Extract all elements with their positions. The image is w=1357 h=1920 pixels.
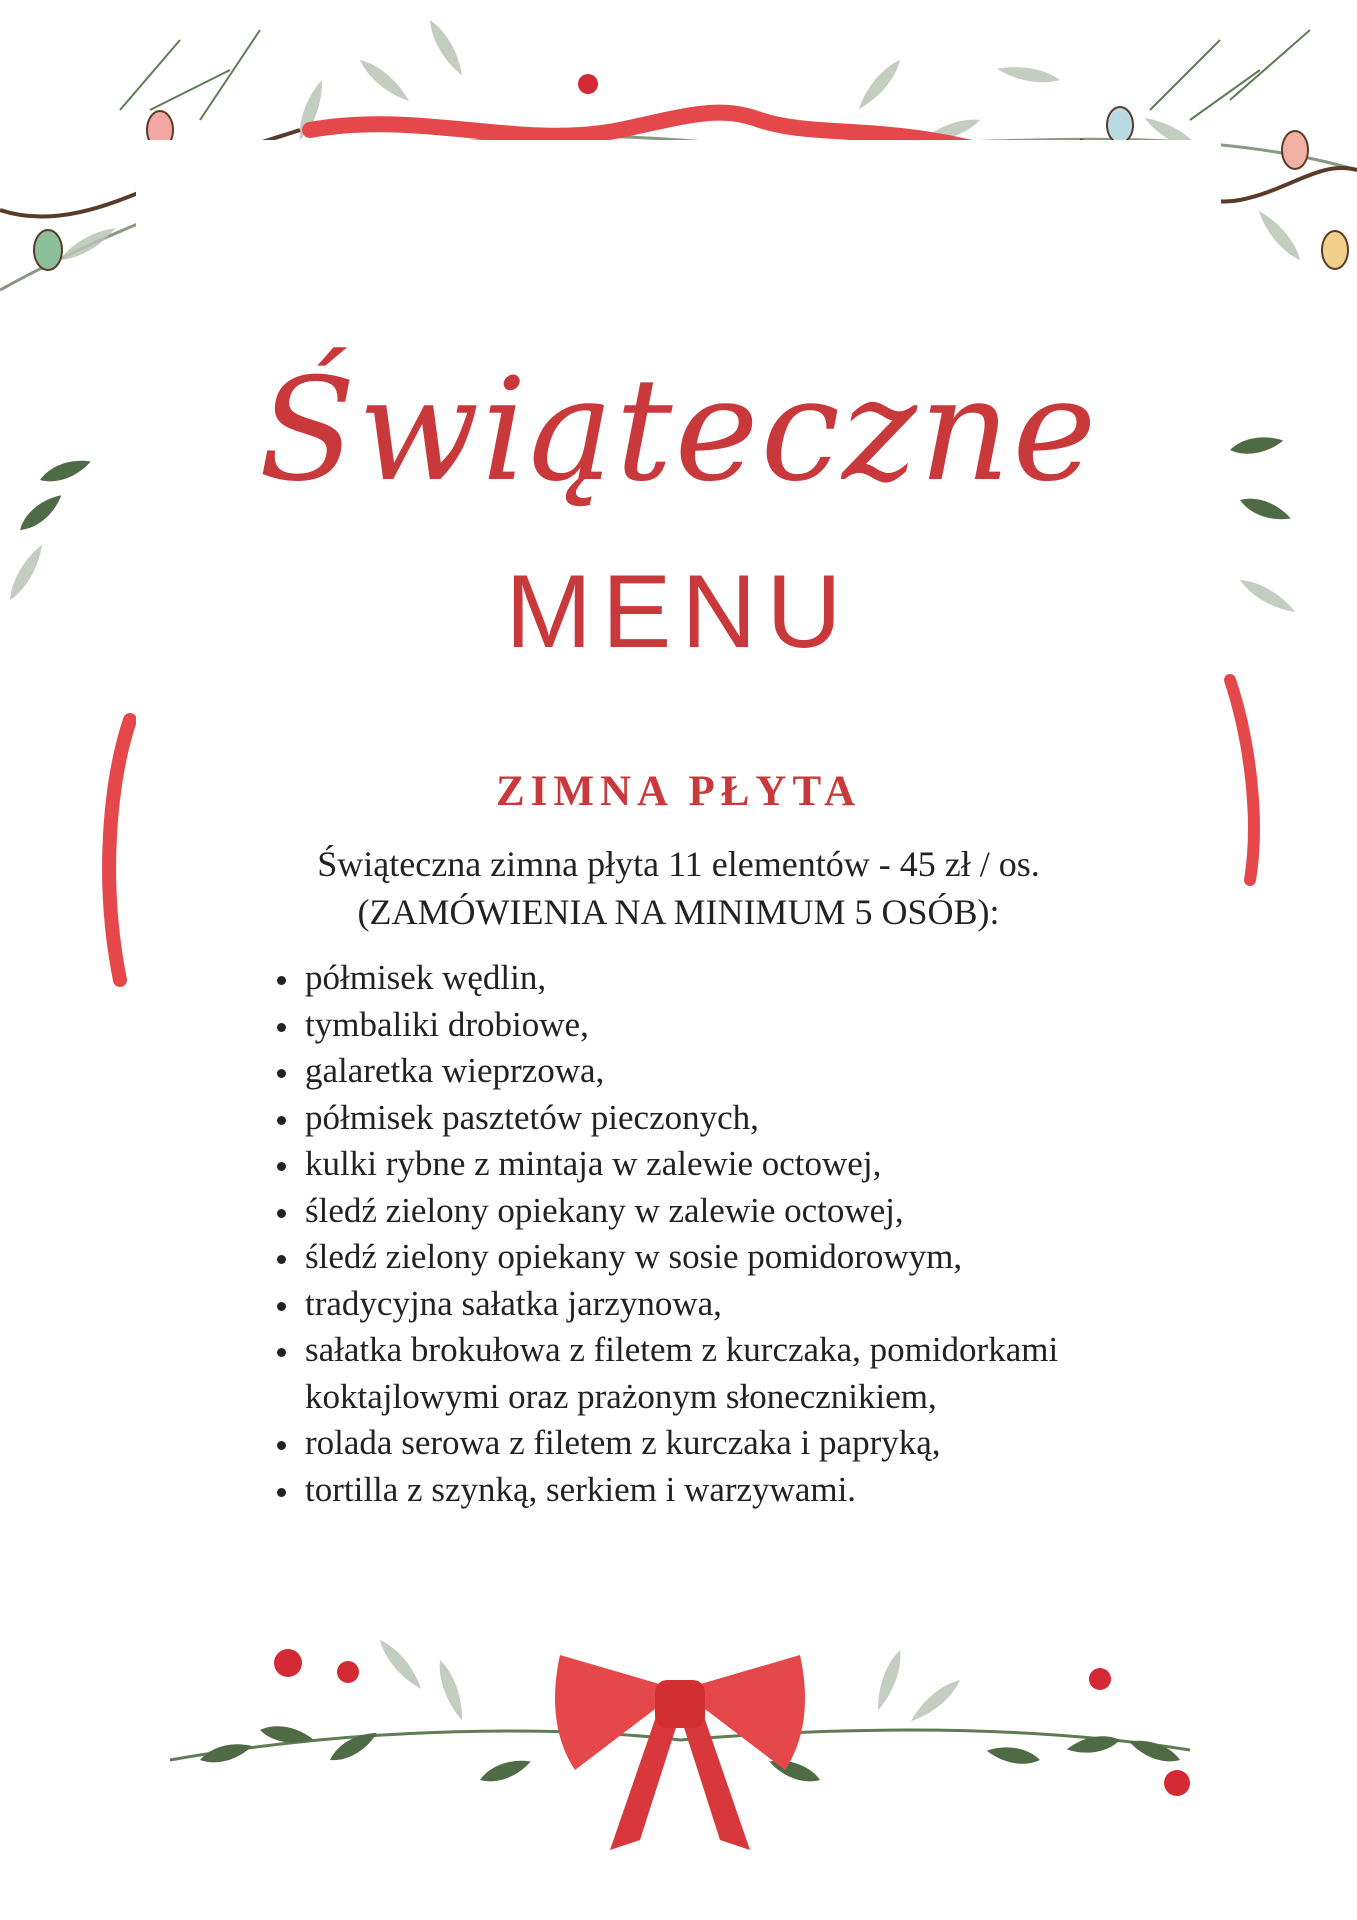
list-item: • półmisek pasztetów pieczonych,: [301, 1095, 1101, 1142]
section-title: ZIMNA PŁYTA: [495, 768, 862, 815]
list-item: • tymbaliki drobiowe,: [301, 1002, 1101, 1049]
list-item: • galaretka wieprzowa,: [301, 1048, 1101, 1095]
intro-line-2: (ZAMÓWIENIA NA MINIMUM 5 OSÓB):: [357, 892, 1000, 932]
section-intro: [0, 840, 1357, 936]
title-script: Świąteczne: [258, 348, 1099, 513]
menu-items-list: [265, 955, 1101, 1513]
list-item: • rolada serowa z filetem z kurczaka i papryką,: [301, 1420, 1101, 1467]
list-item: • tortilla z szynką, serkiem i warzywami.: [301, 1467, 1101, 1514]
title-main: MENU: [505, 554, 852, 670]
list-item: • śledź zielony opiekany w zalewie octowej,: [301, 1188, 1101, 1235]
list-item: • półmisek wędlin,: [301, 955, 1101, 1002]
list-item: • tradycyjna sałatka jarzynowa,: [301, 1281, 1101, 1328]
list-item: • sałatka brokułowa z filetem z kurczaka, pomidorkami koktajlowymi oraz prażonym słonecznikiem,: [301, 1327, 1101, 1420]
red-bow-icon: [555, 1655, 805, 1850]
list-item: • kulki rybne z mintaja w zalewie octowej,: [301, 1141, 1101, 1188]
intro-line-1: Świąteczna zimna płyta 11 elementów - 45 zł / os.: [317, 844, 1040, 884]
list-item: • śledź zielony opiekany w sosie pomidorowym,: [301, 1234, 1101, 1281]
